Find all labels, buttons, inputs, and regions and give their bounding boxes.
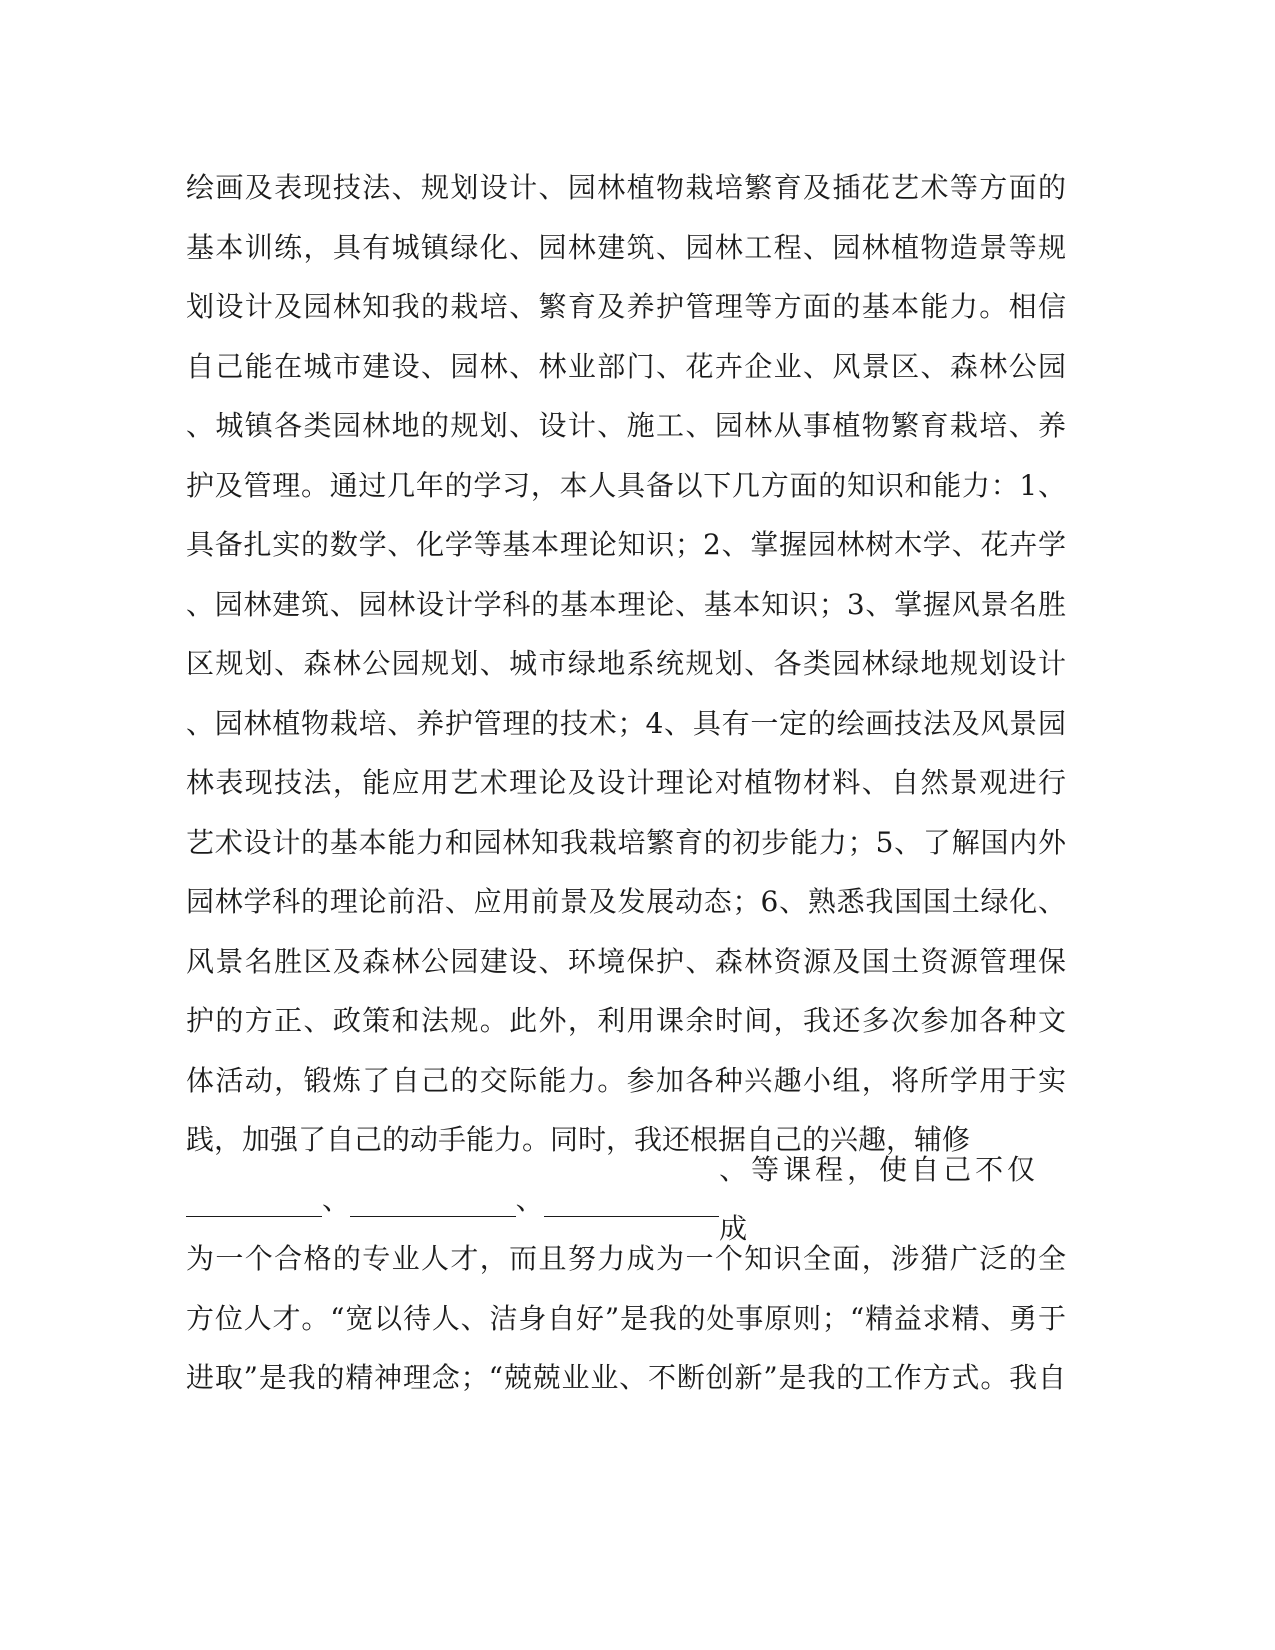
text-line-6: 护及管理。通过几年的学习，本人具备以下几方面的知识和能力：1、 <box>186 468 1066 502</box>
text-line-3: 划设计及园林知我的栽培、繁育及养护管理等方面的基本能力。相信 <box>186 290 1066 323</box>
blank-line-tail: 、等课程，使自己不仅成 <box>719 1152 1040 1246</box>
text-line-7: 具备扎实的数学、化学等基本理论知识；2、掌握园林树木学、花卉学 <box>186 528 1066 561</box>
text-line-15: 护的方正、政策和法规。此外，利用课余时间，我还多次参加各种文 <box>186 1004 1066 1037</box>
text-line-17: 践，加强了自己的动手能力。同时，我还根据自己的兴趣，辅修 <box>186 1123 971 1156</box>
text-line-2: 基本训练，具有城镇绿化、园林建筑、园林工程、园林植物造景等规 <box>186 230 1066 264</box>
text-line-20: 方位人才。“宽以待人、洁身自好”是我的处事原则；“精益求精、勇于 <box>186 1301 1066 1335</box>
separator-1: 、 <box>322 1182 351 1216</box>
fill-in-line <box>186 1152 1066 1246</box>
text-line-11: 林表现技法，能应用艺术理论及设计理论对植物材料、自然景观进行 <box>186 766 1066 799</box>
text-line-13: 园林学科的理论前沿、应用前景及发展动态；6、熟悉我国国土绿化、 <box>186 885 1066 918</box>
text-line-10: 、园林植物栽培、养护管理的技术；4、具有一定的绘画技法及风景园 <box>186 706 1066 740</box>
blank-field-3[interactable] <box>544 1182 719 1217</box>
text-line-8: 、园林建筑、园林设计学科的基本理论、基本知识；3、掌握风景名胜 <box>186 587 1066 621</box>
blank-field-2[interactable] <box>350 1182 516 1217</box>
text-line-9: 区规划、森林公园规划、城市绿地系统规划、各类园林绿地规划设计 <box>186 647 1066 680</box>
text-line-16: 体活动，锻炼了自己的交际能力。参加各种兴趣小组，将所学用于实 <box>186 1063 1066 1097</box>
text-line-14: 风景名胜区及森林公园建设、环境保护、森林资源及国土资源管理保 <box>186 944 1066 978</box>
separator-2: 、 <box>515 1182 544 1216</box>
blank-field-1[interactable] <box>186 1182 322 1217</box>
text-line-21: 进取”是我的精神理念；“兢兢业业、不断创新”是我的工作方式。我自 <box>186 1361 1066 1394</box>
text-line-4: 自己能在城市建设、园林、林业部门、花卉企业、风景区、森林公园 <box>186 349 1066 383</box>
text-line-19: 为一个合格的专业人才，而且努力成为一个知识全面，涉猎广泛的全 <box>186 1242 1066 1275</box>
text-line-1: 绘画及表现技法、规划设计、园林植物栽培繁育及插花艺术等方面的 <box>186 171 1066 204</box>
text-line-5: 、城镇各类园林地的规划、设计、施工、园林从事植物繁育栽培、养 <box>186 409 1066 442</box>
body-text <box>186 158 1086 1408</box>
text-line-12: 艺术设计的基本能力和园林知我栽培繁育的初步能力；5、了解国内外 <box>186 825 1066 859</box>
